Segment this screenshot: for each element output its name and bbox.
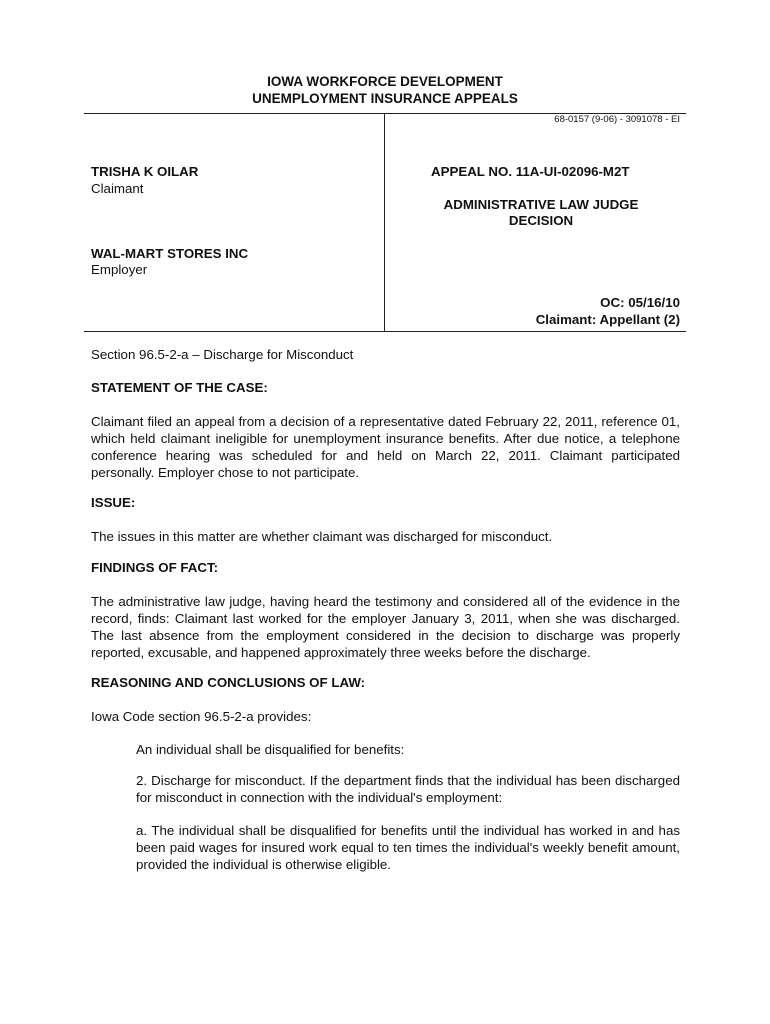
claimant-status: Claimant: Appellant (2) bbox=[535, 312, 680, 327]
findings-paragraph: The administrative law judge, having heard the testimony and considered all of the evidence in the record, finds: Claimant last worked for the employer January 3, 2011, when she was discharged. The last absence from the employment considered in the decision to discharge was properly reported, excusable, and happened approximately three weeks before the discharge. bbox=[91, 594, 680, 660]
employer-name: WAL-MART STORES INC bbox=[91, 246, 249, 261]
findings-heading: FINDINGS OF FACT: bbox=[91, 560, 219, 575]
reasoning-heading: REASONING AND CONCLUSIONS OF LAW: bbox=[91, 675, 366, 690]
agency-division: UNEMPLOYMENT INSURANCE APPEALS bbox=[252, 91, 518, 106]
claimant-name: TRISHA K OILAR bbox=[91, 164, 199, 179]
decision-title-line2: DECISION bbox=[508, 213, 574, 228]
code-intro: Iowa Code section 96.5-2-a provides: bbox=[91, 709, 312, 724]
employer-role: Employer bbox=[91, 262, 148, 277]
appeal-number: APPEAL NO. 11A-UI-02096-M2T bbox=[431, 164, 630, 179]
statute-quote-1: An individual shall be disqualified for benefits: bbox=[136, 742, 405, 757]
statute-quote-3: a. The individual shall be disqualified for benefits until the individual has worked in and has been paid wages for insured work equal to ten times the individual's weekly benefit amount, provided the individual is otherwise eligible. bbox=[136, 823, 680, 872]
statute-quote-2: 2. Discharge for misconduct. If the department finds that the individual has been discharged for misconduct in connection with the individual's employment: bbox=[136, 773, 680, 805]
issue-heading: ISSUE: bbox=[91, 495, 136, 510]
caption-divider bbox=[384, 114, 385, 332]
oc-date: OC: 05/16/10 bbox=[600, 295, 680, 310]
statement-heading: STATEMENT OF THE CASE: bbox=[91, 380, 268, 395]
claimant-role: Claimant bbox=[91, 181, 144, 196]
document-number: 68-0157 (9-06) - 3091078 - EI bbox=[554, 114, 680, 125]
statement-paragraph: Claimant filed an appeal from a decision of a representative dated February 22, 2011, reference 01, which held claimant ineligible for unemployment insurance benefits. After due notice, a telephone conference hearing was scheduled for and held on March 22, 2011. Claimant participated personally. Employer chose to not participate. bbox=[91, 414, 680, 480]
caption-bottom-rule bbox=[84, 331, 686, 332]
section-reference: Section 96.5-2-a – Discharge for Misconduct bbox=[91, 347, 354, 362]
issue-paragraph: The issues in this matter are whether claimant was discharged for misconduct. bbox=[91, 529, 553, 544]
decision-title-line1: ADMINISTRATIVE LAW JUDGE bbox=[443, 197, 639, 212]
agency-name: IOWA WORKFORCE DEVELOPMENT bbox=[267, 74, 503, 89]
